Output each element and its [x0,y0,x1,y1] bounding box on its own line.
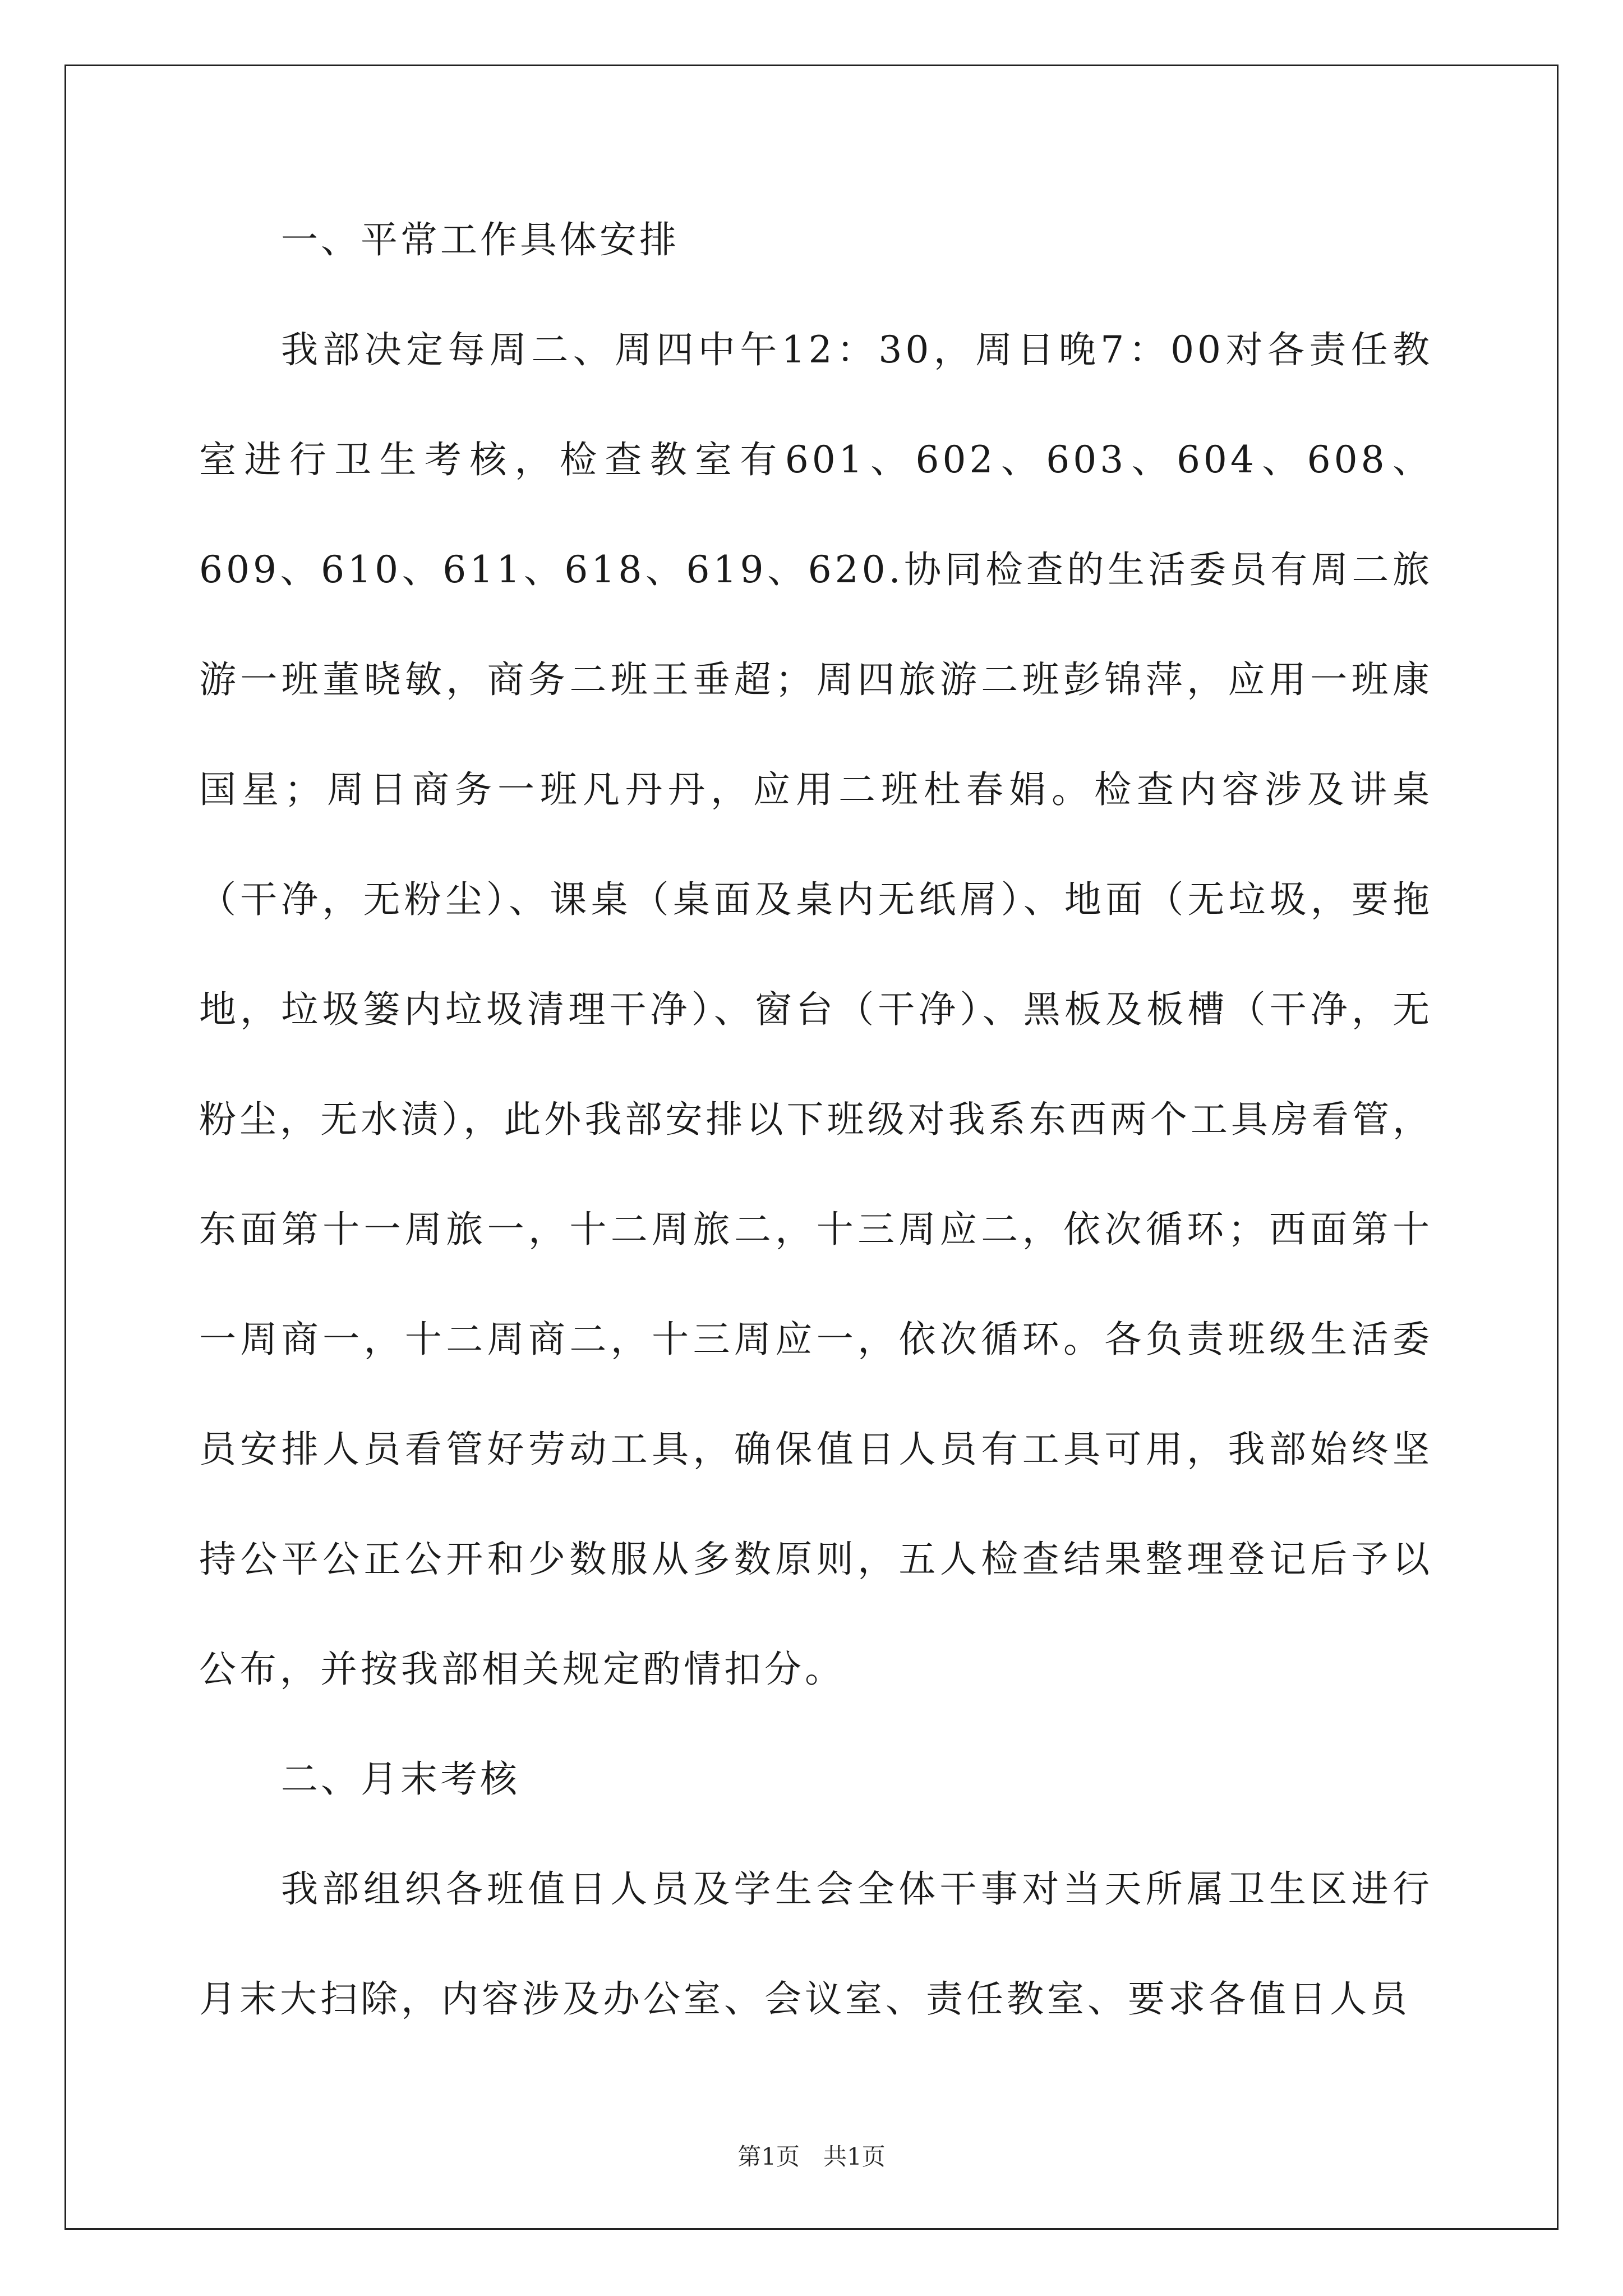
section-1-heading: 一、平常工作具体安排 [281,218,679,261]
page-number-footer: 第1页 共1页 [737,2143,886,2170]
section-1-paragraph: 我部决定每周二、周四中午12：30，周日晚7：00对各责任教室进行卫生考核，检查教室有601、602、603、604、608、609、610、611、618、619、620.协同检查的生活委员有周二旅游一班董晓敏，商务二班王垂超；周四旅游二班彭锦萍，应用一班康国星；周日商务一班凡丹丹，应用二班杜春娟。检查内容涉及讲桌（干净，无粉尘）、课桌（桌面及桌内无纸屑）、地面（无垃圾，要拖地，垃圾篓内垃圾清理干净）、窗台（干净）、黑板及板槽（干净，无粉尘，无水渍），此外我部安排以下班级对我系东西两个工具房看管，东面第十一周旅一，十二周旅二，十三周应二，依次循环；西面第十一周商一，十二周商二，十三周应一，依次循环。各负责班级生活委员安排人员看管好劳动工具，确保值日人员有工具可用，我部始终坚持公平公正公开和少数服从多数原则，五人检查结果整理登记后予以公布，并按我部相关规定酌情扣分。 [199,328,1433,1691]
section-2-paragraph: 我部组织各班值日人员及学生会全体干事对当天所属卫生区进行月末大扫除，内容涉及办公室、会议室、责任教室、要求各值日人员 [199,1867,1433,2021]
document-body [199,185,1433,2054]
section-2-heading: 二、月末考核 [281,1757,520,1801]
